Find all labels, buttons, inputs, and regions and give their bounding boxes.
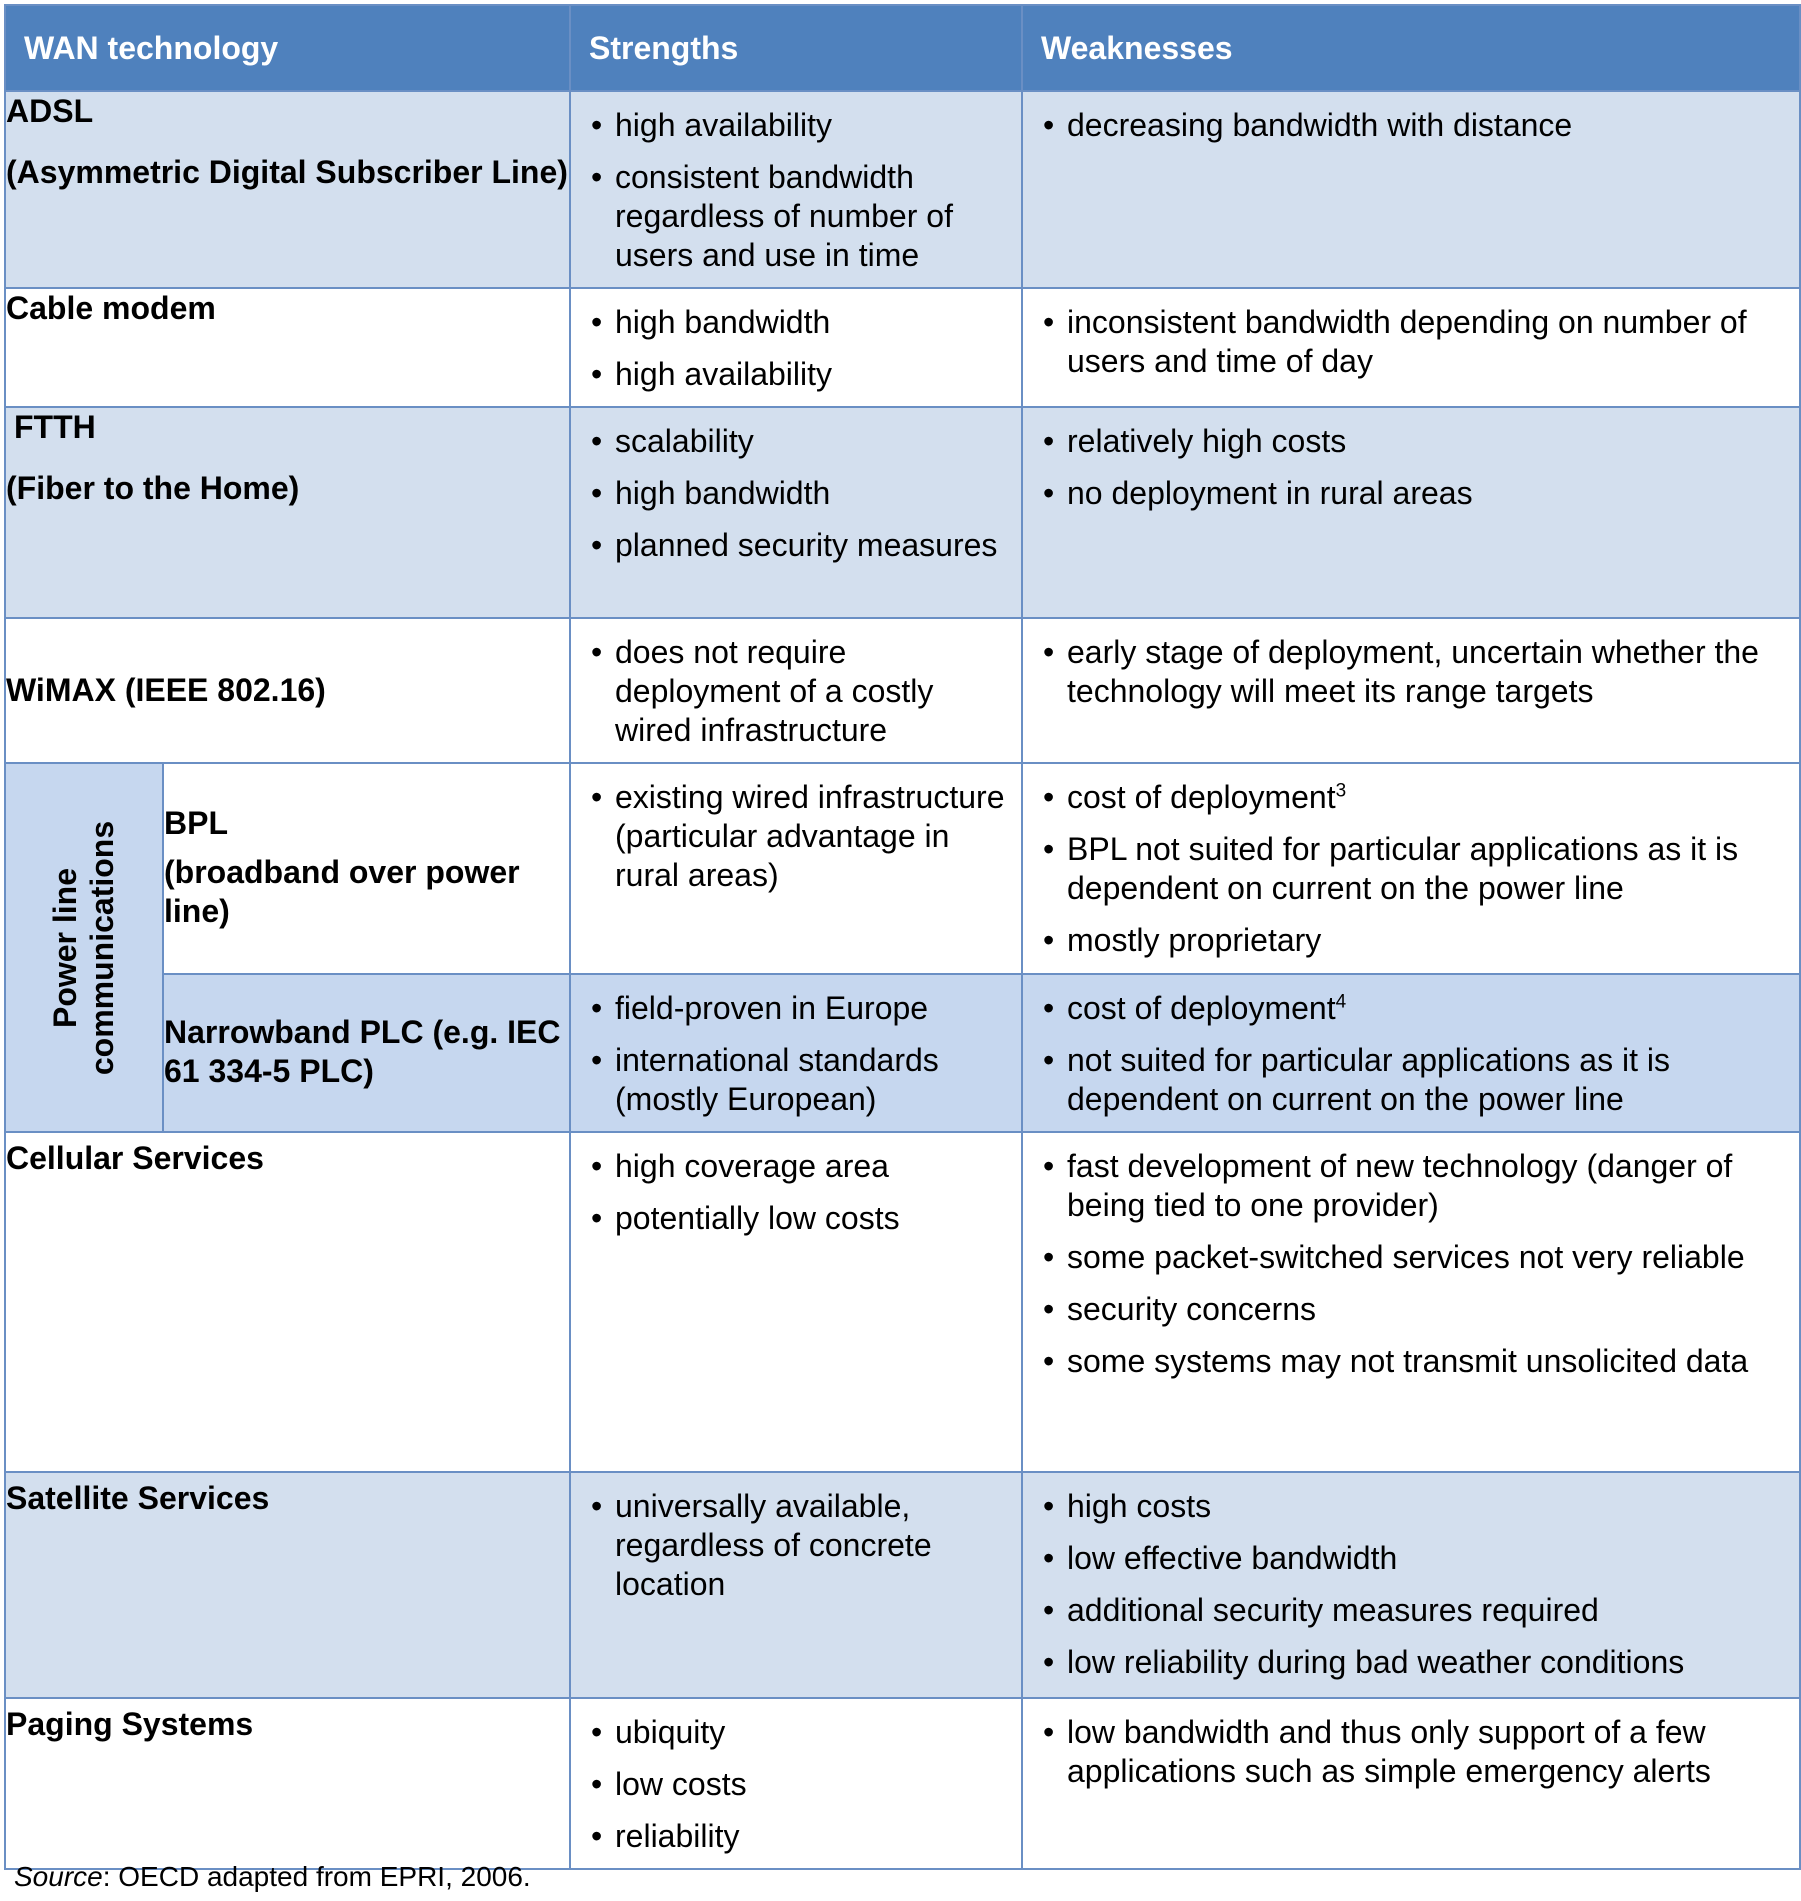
bullet-icon: • — [591, 1200, 603, 1236]
bullet-icon: • — [1043, 1148, 1055, 1184]
table-row-ftth — [5, 407, 1800, 618]
tech-name: Cellular Services — [6, 1140, 264, 1176]
list-item: • cost of deployment$^3$ — [1043, 779, 1347, 815]
list-item: • high bandwidth — [591, 304, 831, 340]
bullet-icon: • — [1043, 990, 1055, 1026]
bullet-icon: • — [1043, 1239, 1055, 1275]
header-row — [5, 5, 1800, 91]
bullet-icon: • — [591, 779, 603, 815]
table-row-cellular-services — [5, 1132, 1800, 1472]
tech-name: Satellite Services — [6, 1480, 270, 1516]
bullet-icon: • — [591, 1766, 603, 1802]
bullet-icon: • — [591, 1148, 603, 1184]
bullet-icon: • — [1043, 423, 1055, 459]
tech-name: Narrowband PLC (e.g. IEC 61 334-5 PLC) — [164, 1014, 561, 1089]
list-item: • some packet-switched services not very reliable — [1043, 1239, 1745, 1275]
tech-cell — [5, 91, 570, 288]
source-label: Source — [14, 1861, 103, 1892]
source-text: : OECD adapted from EPRI, 2006. — [102, 1861, 531, 1892]
list-item: • field-proven in Europe — [591, 990, 929, 1026]
list-item: • decreasing bandwidth with distance — [1043, 107, 1573, 143]
list-item: • existing wired infrastructure (particular advantage in rural areas) — [591, 779, 1005, 893]
bullet-icon: • — [591, 1488, 603, 1524]
list-item: • inconsistent bandwidth depending on number of users and time of day — [1043, 304, 1747, 379]
table-row-cable-modem — [5, 288, 1800, 407]
strengths-cell — [570, 1698, 1022, 1869]
source-note — [14, 1860, 531, 1894]
strengths-cell — [570, 763, 1022, 974]
tech-cell — [5, 407, 570, 618]
list-item: • scalability — [591, 423, 754, 459]
bullet-icon: • — [1043, 1714, 1055, 1750]
bullet-icon: • — [1043, 831, 1055, 867]
list-item: • consistent bandwidth regardless of number of users and use in time — [591, 159, 953, 273]
tech-name: WiMAX (IEEE 802.16) — [6, 672, 326, 708]
tech-cell — [163, 763, 570, 974]
list-item: • relatively high costs — [1043, 423, 1347, 459]
bullet-icon: • — [1043, 1488, 1055, 1524]
bullet-icon: • — [1043, 1343, 1055, 1379]
weaknesses-cell — [1022, 407, 1800, 618]
tech-cell — [5, 288, 570, 407]
bullet-icon: • — [591, 1818, 603, 1854]
tech-subname: (broadband over power line) — [164, 854, 520, 929]
weaknesses-cell — [1022, 288, 1800, 407]
tech-cell — [5, 1698, 570, 1869]
list-item: • high costs — [1043, 1488, 1212, 1524]
tech-cell — [5, 1132, 570, 1472]
footnote-marker: 4 — [1335, 991, 1347, 1013]
strengths-cell — [570, 91, 1022, 288]
strengths-cell — [570, 1132, 1022, 1472]
bullet-icon: • — [591, 1042, 603, 1078]
tech-name: BPL — [164, 805, 228, 841]
list-item: • universally available, regardless of concrete location — [591, 1488, 932, 1602]
weaknesses-cell — [1022, 91, 1800, 288]
list-item: • high coverage area — [591, 1148, 889, 1184]
bullet-icon: • — [1043, 107, 1055, 143]
tech-cell — [163, 974, 570, 1132]
weaknesses-cell — [1022, 763, 1800, 974]
table-row-bpl — [5, 763, 1800, 974]
bullet-icon: • — [1043, 922, 1055, 958]
bullet-icon: • — [1043, 1644, 1055, 1680]
power-line-group-label: Power line communications — [47, 820, 120, 1075]
bullet-icon: • — [591, 423, 603, 459]
list-item: • low effective bandwidth — [1043, 1540, 1398, 1576]
table-row-paging-systems — [5, 1698, 1800, 1869]
bullet-icon: • — [591, 159, 603, 195]
footnote-marker: 3 — [1335, 780, 1347, 802]
weaknesses-cell — [1022, 618, 1800, 763]
list-item: • low costs — [591, 1766, 747, 1802]
bullet-icon: • — [591, 475, 603, 511]
list-item: • some systems may not transmit unsolicited data — [1043, 1343, 1749, 1379]
weaknesses-cell — [1022, 1132, 1800, 1472]
list-item: • planned security measures — [591, 527, 998, 563]
bullet-icon: • — [1043, 1042, 1055, 1078]
tech-subname: (Asymmetric Digital Subscriber Line) — [6, 154, 568, 190]
tech-name: Paging Systems — [6, 1706, 254, 1742]
bullet-icon: • — [591, 527, 603, 563]
list-item: • cost of deployment$^4$ — [1043, 990, 1347, 1026]
bullet-icon: • — [591, 107, 603, 143]
list-item: • additional security measures required — [1043, 1592, 1599, 1628]
list-item: • ubiquity — [591, 1714, 726, 1750]
header-wan-technology: WAN technology — [5, 5, 570, 91]
table-row-adsl — [5, 91, 1800, 288]
list-item: • high bandwidth — [591, 475, 831, 511]
wan-technology-table — [4, 4, 1801, 1870]
tech-cell — [5, 1472, 570, 1698]
strengths-cell — [570, 618, 1022, 763]
tech-subname: (Fiber to the Home) — [6, 470, 300, 506]
list-item: • not suited for particular applications as it is dependent on current on the power line — [1043, 1042, 1670, 1117]
list-item: • high availability — [591, 107, 833, 143]
list-item: • mostly proprietary — [1043, 922, 1322, 958]
weaknesses-cell — [1022, 1472, 1800, 1698]
power-line-group-cell — [5, 763, 163, 1132]
bullet-icon: • — [591, 1714, 603, 1750]
strengths-cell — [570, 288, 1022, 407]
list-item: • BPL not suited for particular applications as it is dependent on current on the power line — [1043, 831, 1739, 906]
list-item: • no deployment in rural areas — [1043, 475, 1473, 511]
list-item: • low reliability during bad weather conditions — [1043, 1644, 1685, 1680]
strengths-cell — [570, 974, 1022, 1132]
list-item: • potentially low costs — [591, 1200, 900, 1236]
list-item: • security concerns — [1043, 1291, 1316, 1327]
header-strengths: Strengths — [570, 5, 1022, 91]
bullet-icon: • — [1043, 1291, 1055, 1327]
strengths-cell — [570, 407, 1022, 618]
bullet-icon: • — [591, 990, 603, 1026]
bullet-icon: • — [1043, 304, 1055, 340]
list-item: • high availability — [591, 356, 833, 392]
bullet-icon: • — [591, 634, 603, 670]
tech-cell — [5, 618, 570, 763]
bullet-icon: • — [1043, 779, 1055, 815]
bullet-icon: • — [591, 356, 603, 392]
bullet-icon: • — [591, 304, 603, 340]
tech-name: ADSL — [6, 93, 94, 129]
bullet-icon: • — [1043, 475, 1055, 511]
bullet-icon: • — [1043, 1592, 1055, 1628]
tech-name: FTTH — [14, 409, 96, 445]
strengths-cell — [570, 1472, 1022, 1698]
list-item: • low bandwidth and thus only support of a few applications such as simple emergency alerts — [1043, 1714, 1711, 1789]
tech-name: Cable modem — [6, 290, 216, 326]
list-item: • fast development of new technology (danger of being tied to one provider) — [1043, 1148, 1733, 1223]
list-item: • international standards (mostly European) — [591, 1042, 939, 1117]
list-item: • early stage of deployment, uncertain whether the technology will meet its range targets — [1043, 634, 1759, 709]
weaknesses-cell — [1022, 1698, 1800, 1869]
table-row-satellite-services — [5, 1472, 1800, 1698]
bullet-icon: • — [1043, 634, 1055, 670]
header-weaknesses: Weaknesses — [1022, 5, 1800, 91]
bullet-icon: • — [1043, 1540, 1055, 1576]
table-row-narrowband-plc — [5, 974, 1800, 1132]
table-row-wimax — [5, 618, 1800, 763]
list-item: • reliability — [591, 1818, 740, 1854]
list-item: • does not require deployment of a costly wired infrastructure — [591, 634, 934, 748]
weaknesses-cell — [1022, 974, 1800, 1132]
